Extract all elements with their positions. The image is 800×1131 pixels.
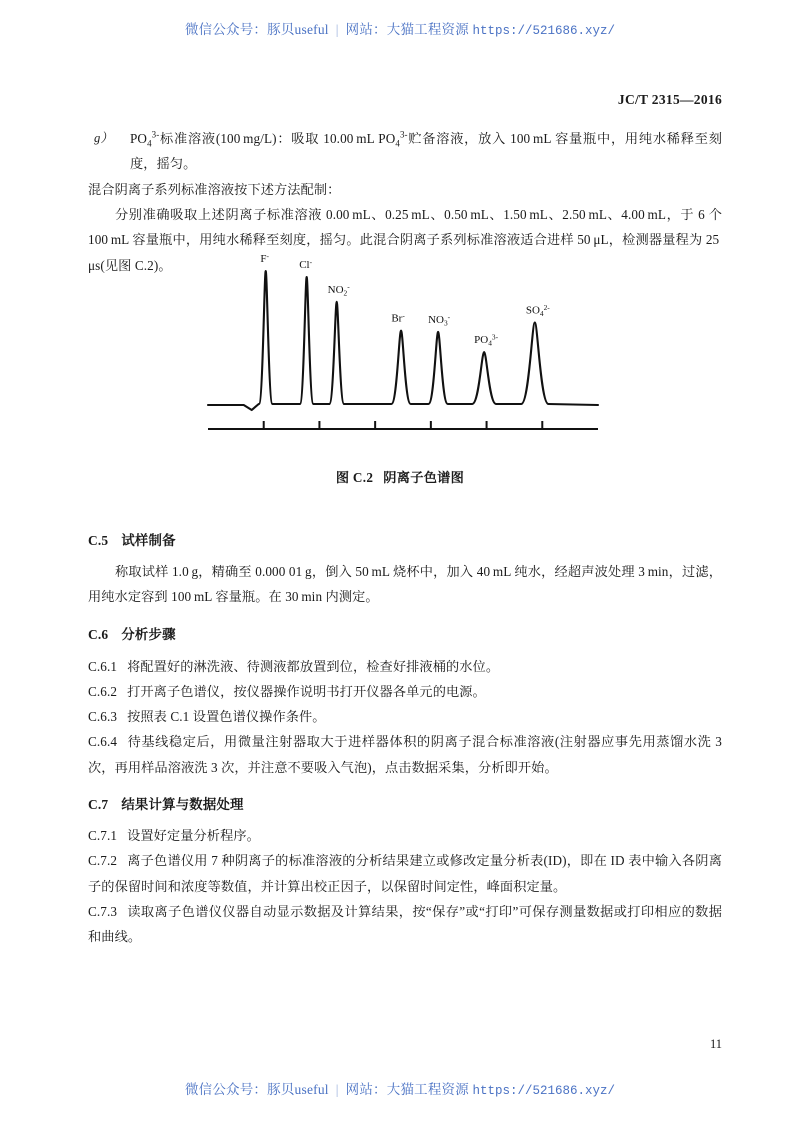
list-item-g-sup2: 3- [399, 129, 408, 140]
list-item-g-line2: 至刻度，摇匀。 [130, 131, 723, 172]
chromatogram-trace [208, 271, 598, 410]
peak-label-so4: $SO_4^{2-}$ [525, 302, 550, 319]
clause-c7-3-num: C.7.3 [88, 903, 118, 919]
watermark-footer-separator: | [335, 1082, 339, 1097]
standard-number: JC/T 2315—2016 [617, 92, 722, 107]
section-heading-c6-title: 分析步骤 [121, 627, 176, 643]
watermark-separator: | [335, 22, 339, 37]
clause-c6-4-text: 待基线稳定后，用微量注射器取大于进样器体积的阴离子混合标准溶液(注射器应事先用蒸馏水洗 3 次，再用样品溶液洗 3 次，并注意不要吸入气泡)，点击数据采集，分析即开始。 [88, 734, 722, 775]
watermark-footer-site-name: 大猫工程资源 [386, 1082, 469, 1097]
list-item-g-text3: 贮备溶液，放入 100 mL 容量瓶中，用纯水稀释 [407, 131, 695, 146]
figure-c2-caption-num: 图 C.2 [335, 470, 374, 485]
clause-c7-1-num: C.7.1 [88, 828, 118, 844]
clause-c6-1-num: C.6.1 [88, 659, 118, 675]
clause-c6-3-num: C.6.3 [88, 709, 118, 725]
clause-c7-2 [88, 848, 722, 898]
list-item-g-sub1: 4 [147, 138, 152, 149]
clause-c6-4 [88, 729, 722, 779]
watermark-site-name: 大猫工程资源 [386, 22, 469, 37]
list-item-g-sub2: 4 [395, 138, 400, 149]
watermark-footer-url: https://521686.xyz/ [472, 1084, 616, 1098]
peak-label-no2: $NO_2^-$ [327, 282, 350, 298]
page-number: 11 [709, 1037, 722, 1051]
list-item-g-text1: PO [130, 131, 148, 146]
document-body [88, 126, 722, 949]
section-heading-c7-num: C.7 [88, 796, 109, 812]
watermark-wechat-label: 微信公众号： [184, 22, 268, 37]
section-heading-c5-title: 试样制备 [121, 533, 176, 549]
clause-c7-2-text: 离子色谱仪用 7 种阴离子的标准溶液的分析结果建立或修改定量分析表(ID)，即在 ID 表中输入各阴离子的保留时间和浓度等数值，并计算出校正因子，以保留时间定性，峰面积定量。 [88, 853, 722, 894]
peak-label-br: Br- [391, 311, 405, 325]
watermark-site-label: 网站： [345, 22, 387, 37]
watermark-footer-wechat-name: 豚贝useful [267, 1082, 329, 1097]
watermark-header [0, 18, 800, 38]
peak-label-cl: Cl- [299, 257, 313, 272]
peak-label-f: F- [260, 253, 270, 265]
figure-c2-caption [0, 467, 800, 486]
clause-c6-3 [88, 704, 722, 729]
peak-label-no3: $NO_3^-$ [428, 312, 451, 328]
clause-c7-3 [88, 899, 722, 949]
clause-c6-1-text: 将配置好的淋洗液、待测液都放置到位，检查好排液桶的水位。 [127, 659, 500, 675]
section-heading-c6-num: C.6 [88, 627, 109, 643]
figure-c2 [0, 253, 800, 486]
list-item-g-text2: 标准溶液(100 mg/L)：吸取 10.00 mL PO [159, 131, 396, 146]
list-item-g-sup1: 3- [151, 129, 160, 140]
watermark-url: https://521686.xyz/ [472, 24, 616, 38]
clause-c6-2 [88, 679, 722, 704]
watermark-footer [0, 1078, 800, 1098]
clause-c6-2-text: 打开离子色谱仪，按仪器操作说明书打开仪器各单元的电源。 [127, 684, 486, 700]
clause-c6-1 [88, 654, 722, 679]
watermark-footer-wechat-label: 微信公众号： [184, 1082, 268, 1097]
clause-c7-1 [88, 823, 722, 848]
clause-c7-2-num: C.7.2 [88, 853, 118, 869]
section-heading-c5-num: C.5 [88, 533, 109, 549]
clause-c6-3-text: 按照表 C.1 设置色谱仪操作条件。 [127, 709, 326, 725]
section-heading-c6 [88, 622, 722, 648]
clause-c6-4-num: C.6.4 [88, 734, 118, 750]
section-heading-c7 [88, 792, 722, 818]
list-item-g-marker: g） [94, 131, 114, 145]
paragraph-mixed-anion-prep: 分别准确吸取上述阴离子标准溶液 0.00 mL、0.25 mL、0.50 mL、1.50 mL、2.50 mL、4.00 mL，于 6 个 100 mL 容量瓶中，用纯水稀释至刻度，摇匀。此混合阴离子系列标准溶液适合进样 50 μL，检测器量程为 25 μs(见图 C.2)。 [88, 207, 722, 273]
clause-c7-3-text: 读取离子色谱仪仪器自动显示数据及计算结果，按“保存”或“打印”可保存测量数据或打印相应的数据和曲线。 [88, 903, 722, 944]
peak-label-po4: $PO_4^{3-}$ [474, 332, 499, 348]
clause-c7-1-text: 设置好定量分析程序。 [127, 828, 260, 844]
watermark-wechat-name: 豚贝useful [267, 22, 329, 37]
ion-chromatogram-chart [190, 253, 610, 463]
section-heading-c7-title: 结果计算与数据处理 [121, 796, 244, 812]
figure-c2-caption-text: 阴离子色谱图 [383, 470, 465, 485]
paragraph-mixed-anion-intro: 混合阴离子系列标准溶液按下述方法配制： [88, 181, 341, 197]
paragraph-c5-body: 称取试样 1.0 g，精确至 0.000 01 g，倒入 50 mL 烧杯中，加入 40 mL 纯水，经超声波处理 3 min，过滤，用纯水定容到 100 mL 容量瓶。在 30 min 内测定。 [88, 563, 722, 605]
clause-c6-2-num: C.6.2 [88, 684, 118, 700]
section-heading-c5 [88, 528, 722, 554]
list-item-g [88, 126, 722, 177]
watermark-footer-site-label: 网站： [345, 1082, 387, 1097]
